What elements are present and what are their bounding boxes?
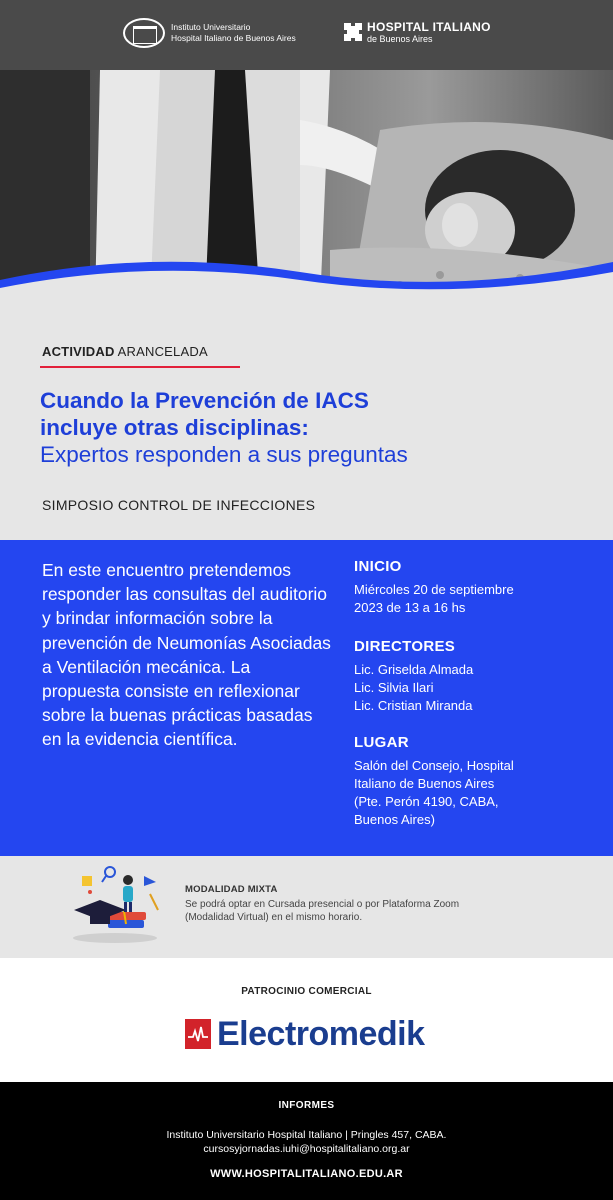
- header-bar: [0, 0, 613, 70]
- symposium-label: SIMPOSIO CONTROL DE INFECCIONES: [42, 497, 316, 513]
- hospital-italiano-logo: [344, 21, 491, 45]
- inicio-heading: INICIO: [354, 558, 402, 575]
- electromedik-wordmark: Electromedik: [217, 1015, 425, 1053]
- hi-logo-line2: de Buenos Aires: [367, 34, 433, 44]
- inicio-line1: Miércoles 20 de septiembre: [354, 582, 514, 597]
- electromedik-mark-icon: [185, 1019, 211, 1049]
- director-item: Lic. Silvia Ilari: [354, 680, 434, 695]
- page-title: [40, 387, 580, 441]
- hi-logo-line1: HOSPITAL ITALIANO: [367, 20, 491, 34]
- footer-email[interactable]: cursosyjornadas.iuhi@hospitalitaliano.org.ar: [203, 1143, 410, 1155]
- electromedik-logo: [185, 1016, 425, 1052]
- event-description: En este encuentro pretendemos responder las consultas del auditorio y brindar información sobre la prevención de Neumonías Asociadas a Ventilación mecánica. La propuesta consiste en reflexionar sobre la buenas prácticas basadas en la evidencia científica.: [42, 560, 331, 750]
- lugar-line2: Italiano de Buenos Aires: [354, 776, 495, 791]
- iu-logo-line2: Hospital Italiano de Buenos Aires: [171, 33, 296, 43]
- footer-address: Instituto Universitario Hospital Italiano | Pringles 457, CABA.: [166, 1129, 447, 1141]
- instituto-universitario-logo: [123, 18, 296, 48]
- footer-title: INFORMES: [278, 1100, 335, 1111]
- modality-text: [185, 898, 525, 924]
- lugar-heading: LUGAR: [354, 734, 409, 751]
- directores-block: [354, 638, 473, 715]
- iu-logo-line1: Instituto Universitario: [171, 22, 251, 32]
- lugar-line1: Salón del Consejo, Hospital: [354, 758, 514, 773]
- footer-website-link[interactable]: WWW.HOSPITALITALIANO.EDU.AR: [210, 1168, 403, 1180]
- inicio-line2: 2023 de 13 a 16 hs: [354, 600, 466, 615]
- activity-type-label: [42, 344, 208, 359]
- lugar-line3: (Pte. Perón 4190, CABA,: [354, 794, 499, 809]
- page-subtitle: Expertos responden a sus preguntas: [40, 442, 408, 467]
- hospital-cross-icon: [344, 23, 362, 41]
- title-line2: incluye otras disciplinas:: [40, 415, 309, 440]
- directores-heading: DIRECTORES: [354, 638, 456, 655]
- modality-line2: (Modalidad Virtual) en el mismo horario.: [185, 912, 363, 923]
- director-item: Lic. Cristian Miranda: [354, 698, 473, 713]
- lugar-line4: Buenos Aires): [354, 812, 435, 827]
- activity-type-bold: ACTIVIDAD: [42, 344, 115, 359]
- graduation-learning-icon: [70, 866, 165, 944]
- modality-title: MODALIDAD MIXTA: [185, 884, 278, 895]
- title-line1: Cuando la Prevención de IACS: [40, 388, 369, 413]
- university-seal-icon: [123, 18, 165, 48]
- activity-type-rest: ARANCELADA: [114, 344, 208, 359]
- modality-line1: Se podrá optar en Cursada presencial o por Plataforma Zoom: [185, 899, 460, 910]
- sponsor-title: PATROCINIO COMERCIAL: [241, 986, 372, 997]
- director-item: Lic. Griselda Almada: [354, 662, 474, 677]
- wave-divider: [0, 250, 613, 310]
- lugar-block: [354, 734, 514, 829]
- red-underline: [40, 366, 240, 368]
- inicio-block: [354, 558, 514, 617]
